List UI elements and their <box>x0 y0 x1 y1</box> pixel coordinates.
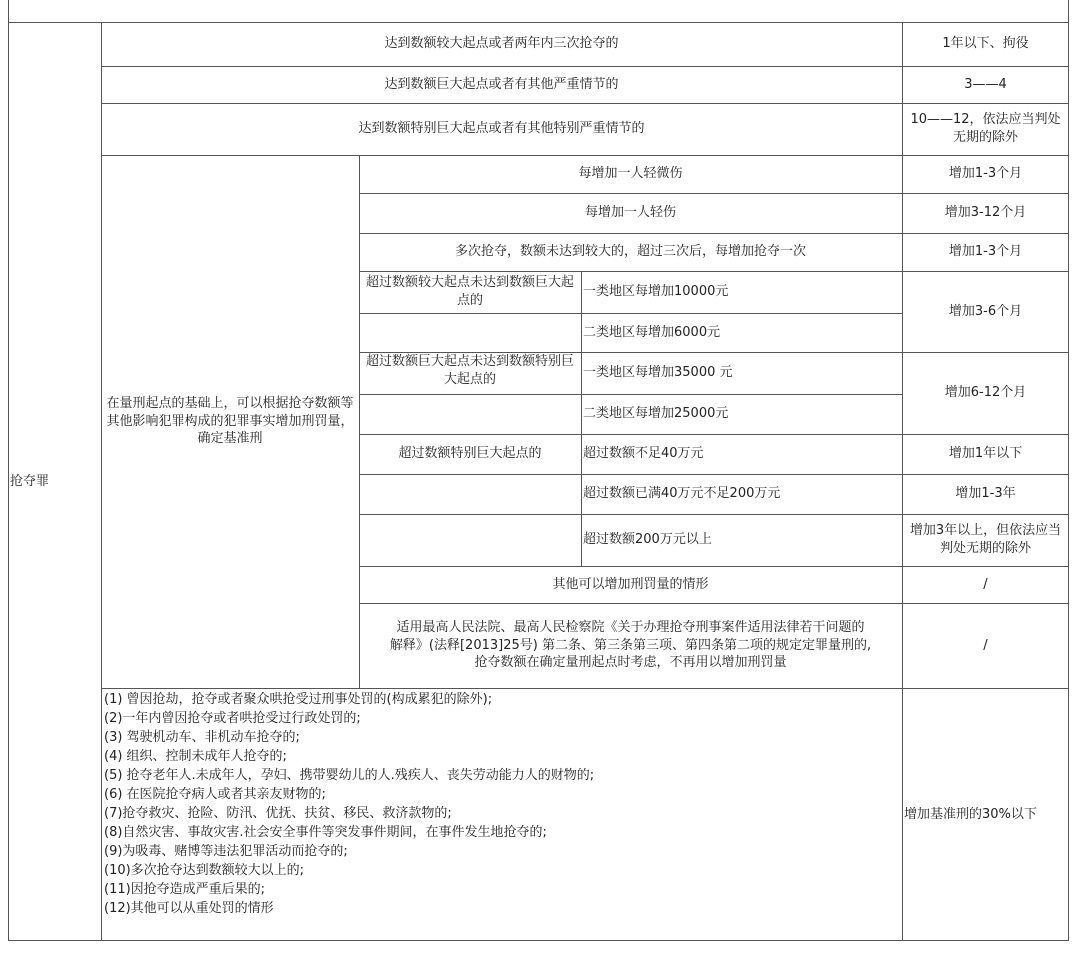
penalty-cell: 增加基准刑的30%以下 <box>904 806 1037 822</box>
condition-cell: 每增加一人轻微伤 <box>578 166 683 182</box>
amount-item: 超过数额已满40万元不足200万元 <box>583 486 781 502</box>
crime-name: 抢夺罪 <box>10 473 50 489</box>
amount-item: 二类地区每增加6000元 <box>583 324 721 340</box>
amount-group-label: 超过数额巨大起点未达到数额特别巨大起点的 <box>365 354 574 387</box>
condition-cell: 达到数额巨大起点或者有其他严重情节的 <box>384 76 619 92</box>
interpretation-line: 适用最高人民法院、最高人民检察院《关于办理抢夺刑事案件适用法律若干问题的 <box>396 620 865 636</box>
penalty-cell: / <box>983 637 988 653</box>
amount-group-label: 超过数额较大起点未达到数额巨大起点的 <box>365 275 574 308</box>
list-item: (4) 组织、控制未成年人抢夺的; <box>104 749 287 764</box>
list-item: (10)多次抢夺达到数额较大以上的; <box>104 863 305 878</box>
penalty-cell: 增加3-12个月 <box>944 205 1027 221</box>
condition-cell: 每增加一人轻伤 <box>584 205 676 221</box>
penalty-cell: 1年以下、拘役 <box>942 36 1029 52</box>
penalty-cell: / <box>983 576 988 592</box>
special-amount-label: 超过数额特别巨大起点的 <box>398 446 542 462</box>
list-item: (9)为吸毒、赌博等违法犯罪活动而抢夺的; <box>104 844 348 859</box>
penalty-cell: 增加3-6个月 <box>948 303 1023 319</box>
aggravating-list <box>102 690 902 918</box>
list-item: (12)其他可以从重处罚的情形 <box>104 901 274 916</box>
list-item: (6) 在医院抢夺病人或者其亲友财物的; <box>104 787 326 802</box>
interpretation-cell <box>359 603 902 688</box>
condition-cell: 其他可以增加刑罚量的情形 <box>552 576 709 592</box>
list-item: (11)因抢夺造成严重后果的; <box>104 882 266 897</box>
amount-item: 二类地区每增加25000元 <box>583 406 729 422</box>
condition-cell: 达到数额较大起点或者两年内三次抢夺的 <box>384 36 619 52</box>
list-item: (1) 曾因抢劫，抢夺或者聚众哄抢受过刑事处罚的(构成累犯的除外); <box>104 692 493 707</box>
amount-item: 一类地区每增加35000 元 <box>583 365 733 381</box>
penalty-cell: 增加1-3个月 <box>948 166 1023 182</box>
condition-cell: 多次抢夺，数额未达到较大的，超过三次后，每增加抢夺一次 <box>454 244 806 260</box>
list-item: (2)一年内曾因抢夺或者哄抢受过行政处罚的; <box>104 711 361 726</box>
list-item: (5) 抢夺老年人.未成年人，孕妇、携带婴幼儿的人.残疾人、丧失劳动能力人的财物的; <box>104 768 595 783</box>
amount-item: 超过数额不足40万元 <box>583 446 704 462</box>
penalty-cell: 增加1年以下 <box>948 446 1023 462</box>
amount-item: 超过数额200万元以上 <box>583 532 712 548</box>
list-item: (3) 驾驶机动车、非机动车抢夺的; <box>104 730 300 745</box>
amount-item: 一类地区每增加10000元 <box>583 284 729 300</box>
list-item: (8)自然灾害、事故灾害.社会安全事件等突发事件期间，在事件发生地抢夺的; <box>104 825 547 840</box>
penalty-cell: 增加1-3个月 <box>948 244 1023 260</box>
penalty-cell: 3——4 <box>964 76 1007 92</box>
penalty-cell: 增加1-3年 <box>955 486 1016 502</box>
list-item: (7)抢夺救灾、抢险、防汛、优抚、扶贫、移民、救济款物的; <box>104 806 452 821</box>
penalty-cell: 10——12，依法应当判处无期的除外 <box>910 112 1061 145</box>
interpretation-line: 抢夺数额在确定量刑起点时考虑，不再用以增加刑罚量 <box>474 655 787 671</box>
increase-section-label: 在量刑起点的基础上，可以根据抢夺数额等其他影响犯罪构成的犯罪事实增加刑罚量，确定基准刑 <box>106 396 354 447</box>
penalty-cell: 增加3年以上，但依法应当判处无期的除外 <box>909 523 1062 556</box>
penalty-cell: 增加6-12个月 <box>944 385 1027 401</box>
condition-cell: 达到数额特别巨大起点或者有其他特别严重情节的 <box>358 121 645 137</box>
interpretation-line: 解释》(法释[2013]25号) 第二条、第三条第三项、第四条第二项的规定定罪量刑的, <box>389 637 872 653</box>
